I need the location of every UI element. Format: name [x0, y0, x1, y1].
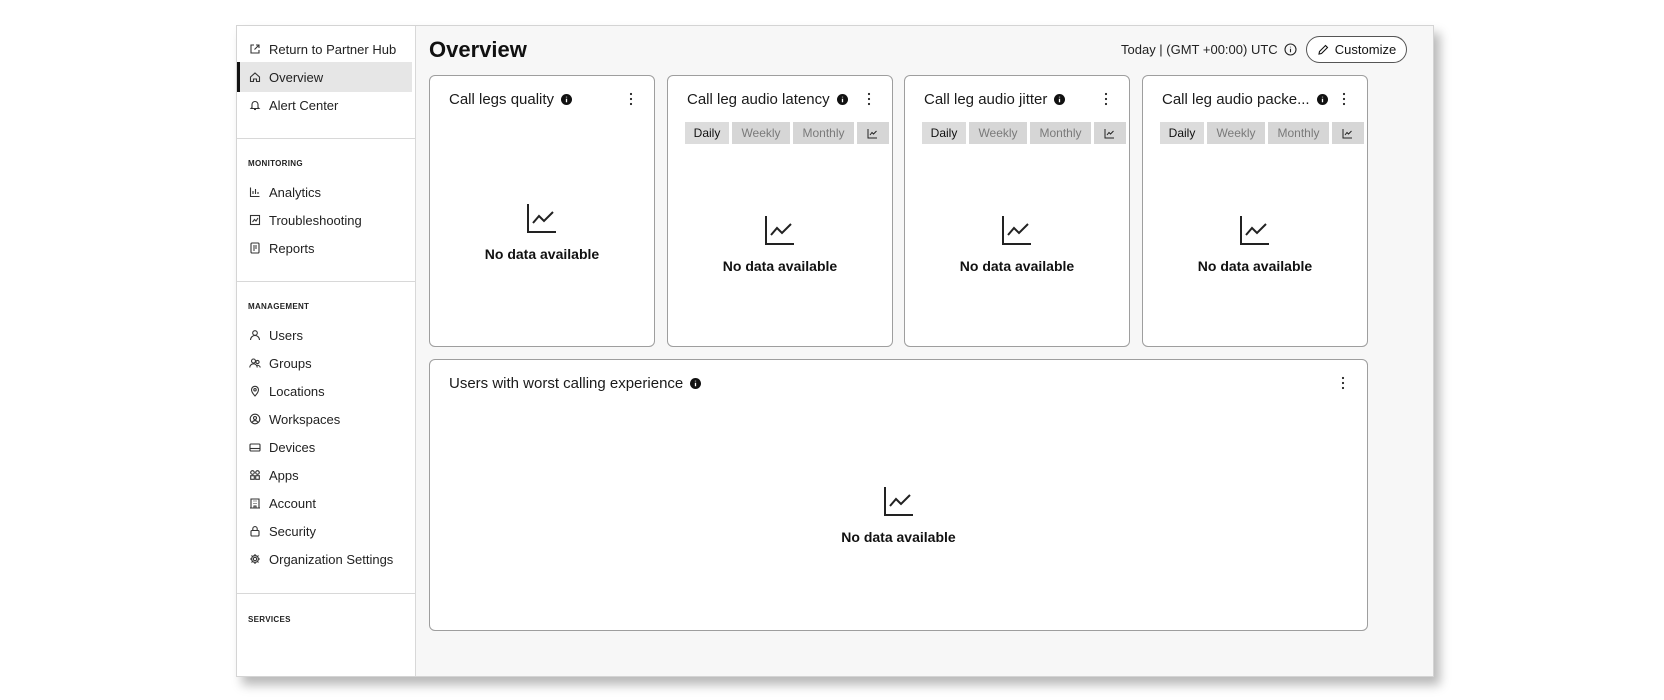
pencil-icon: [1317, 44, 1329, 56]
toggle-daily[interactable]: Daily: [685, 122, 729, 144]
empty-state: [905, 214, 1129, 274]
line-chart-icon: [883, 485, 915, 517]
card-title: [687, 91, 848, 108]
sidebar-item-label: Alert Center: [269, 97, 339, 113]
sidebar-item-locations[interactable]: [237, 376, 412, 406]
sidebar-item-label: Reports: [269, 240, 315, 256]
toggle-monthly[interactable]: Monthly: [793, 122, 854, 144]
sidebar-item-label: Groups: [269, 355, 312, 371]
toggle-daily[interactable]: Daily: [922, 122, 966, 144]
gear-icon: [249, 553, 261, 565]
sidebar-divider: [237, 281, 416, 282]
sidebar-item-label: Account: [269, 495, 316, 511]
sidebar-item-troubleshooting[interactable]: [237, 205, 412, 235]
sidebar-item-analytics[interactable]: [237, 177, 412, 207]
more-options-icon[interactable]: [863, 92, 875, 108]
apps-icon: [249, 469, 261, 481]
line-chart-icon: [764, 214, 796, 246]
sidebar-item-return-to-partner-hub[interactable]: [237, 34, 412, 64]
info-icon[interactable]: [1054, 94, 1065, 105]
empty-state: [1143, 214, 1367, 274]
sidebar-divider: [237, 593, 416, 594]
sidebar-item-reports[interactable]: [237, 233, 412, 263]
sidebar-item-label: Overview: [269, 69, 324, 85]
timezone-label: Today | (GMT +00:00) UTC: [1121, 42, 1278, 57]
customize-label: Customize: [1334, 42, 1397, 57]
sidebar-item-organization-settings[interactable]: [237, 544, 412, 574]
empty-state: [430, 485, 1367, 545]
empty-state: [668, 214, 892, 274]
main-content: [416, 26, 1433, 676]
info-icon[interactable]: [837, 94, 848, 105]
chart-type-button[interactable]: [1332, 122, 1364, 144]
chart-type-button[interactable]: [857, 122, 889, 144]
sidebar-item-label: Workspaces: [269, 411, 341, 427]
card-call-leg-audio-latency: [667, 75, 893, 347]
card-title-text: Users with worst calling experience: [449, 375, 684, 392]
card-title: [449, 375, 701, 392]
sidebar-item-apps[interactable]: [237, 460, 412, 490]
section-label-services: SERVICES: [248, 615, 291, 624]
line-chart-icon: [1342, 128, 1353, 139]
sidebar-item-label: Devices: [269, 439, 316, 455]
empty-state-text: No data available: [841, 529, 956, 545]
info-outline-icon[interactable]: [1284, 43, 1297, 56]
toggle-weekly[interactable]: Weekly: [1207, 122, 1265, 144]
info-icon[interactable]: [561, 94, 572, 105]
sidebar: [237, 26, 416, 676]
group-icon: [249, 357, 261, 369]
line-chart-icon: [867, 128, 878, 139]
more-options-icon[interactable]: [625, 92, 637, 108]
info-icon[interactable]: [1317, 94, 1328, 105]
card-call-leg-audio-jitter: [904, 75, 1130, 347]
external-link-icon: [249, 43, 261, 55]
card-title: [1162, 91, 1328, 108]
line-chart-icon: [526, 202, 558, 234]
chart-type-button[interactable]: [1094, 122, 1126, 144]
sidebar-item-label: Locations: [269, 383, 325, 399]
building-icon: [249, 497, 261, 509]
workspace-icon: [249, 413, 261, 425]
card-title-text: Call leg audio latency: [687, 91, 830, 108]
period-toggle: [685, 122, 889, 144]
sidebar-item-workspaces[interactable]: [237, 404, 412, 434]
sidebar-item-overview[interactable]: [237, 62, 412, 92]
empty-state-text: No data available: [959, 258, 1075, 274]
card-call-legs-quality: [429, 75, 655, 347]
sidebar-item-label: Users: [269, 327, 303, 343]
card-call-leg-audio-packet-loss: [1142, 75, 1368, 347]
sidebar-item-label: Analytics: [269, 184, 322, 200]
user-icon: [249, 329, 261, 341]
timezone-selector[interactable]: [1121, 42, 1297, 57]
section-label-management: MANAGEMENT: [248, 302, 310, 311]
card-title-text: Call leg audio jitter: [924, 91, 1048, 108]
toggle-weekly[interactable]: Weekly: [969, 122, 1027, 144]
sidebar-item-security[interactable]: [237, 516, 412, 546]
sidebar-item-label: Organization Settings: [269, 551, 394, 567]
empty-state-text: No data available: [1197, 258, 1313, 274]
card-title: [449, 91, 572, 108]
section-label-monitoring: MONITORING: [248, 159, 303, 168]
line-chart-icon: [1239, 214, 1271, 246]
sidebar-divider: [237, 138, 416, 139]
empty-state: [430, 202, 654, 262]
troubleshoot-icon: [249, 214, 261, 226]
period-toggle: [922, 122, 1126, 144]
sidebar-item-alert-center[interactable]: [237, 90, 412, 120]
toggle-weekly[interactable]: Weekly: [732, 122, 790, 144]
more-options-icon[interactable]: [1100, 92, 1112, 108]
period-toggle: [1160, 122, 1364, 144]
customize-button[interactable]: [1306, 36, 1407, 63]
line-chart-icon: [1104, 128, 1115, 139]
sidebar-item-account[interactable]: [237, 488, 412, 518]
sidebar-item-label: Troubleshooting: [269, 212, 362, 228]
device-icon: [249, 441, 261, 453]
bell-icon: [249, 99, 261, 111]
app-window: [236, 25, 1434, 677]
sidebar-item-label: Apps: [269, 467, 299, 483]
report-icon: [249, 242, 261, 254]
lock-icon: [249, 525, 261, 537]
toggle-monthly[interactable]: Monthly: [1268, 122, 1329, 144]
sidebar-item-label: Security: [269, 523, 316, 539]
card-users-worst-calling-experience: [429, 359, 1368, 631]
info-icon[interactable]: [690, 378, 701, 389]
toggle-daily[interactable]: Daily: [1160, 122, 1204, 144]
more-options-icon[interactable]: [1337, 376, 1349, 392]
sidebar-item-users[interactable]: [237, 320, 412, 350]
card-title-text: Call leg audio packe...: [1162, 91, 1310, 108]
location-pin-icon: [249, 385, 261, 397]
bar-chart-icon: [249, 186, 261, 198]
sidebar-item-groups[interactable]: [237, 348, 412, 378]
sidebar-item-label: Return to Partner Hub: [269, 41, 397, 57]
card-title: [924, 91, 1065, 108]
home-icon: [249, 71, 261, 83]
empty-state-text: No data available: [484, 246, 600, 262]
more-options-icon[interactable]: [1338, 92, 1350, 108]
line-chart-icon: [1001, 214, 1033, 246]
toggle-monthly[interactable]: Monthly: [1030, 122, 1091, 144]
page-title: Overview: [429, 37, 527, 62]
sidebar-item-devices[interactable]: [237, 432, 412, 462]
card-title-text: Call legs quality: [449, 91, 555, 108]
empty-state-text: No data available: [722, 258, 838, 274]
